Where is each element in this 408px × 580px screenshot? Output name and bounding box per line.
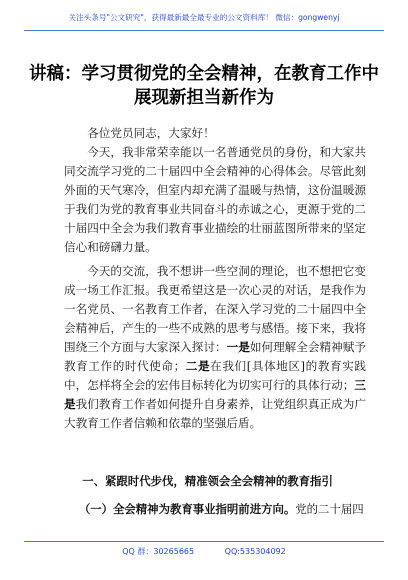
point-3-text: 我们教育工作者如何提升自身素养，让党组织真正成为广大教育工作者信赖和依靠的坚强后盾。 — [64, 397, 366, 430]
point-1-label: 一是 — [226, 340, 250, 354]
paragraph-outline — [64, 262, 366, 433]
subsection-heading-1-1 — [64, 500, 384, 518]
point-2-text: 在我们[具体地区]的教育实践中，怎样将全会的宏伟目标转化为切实可行的具体行动； — [64, 359, 366, 392]
page-header-note: 关注头条号"公文研究"，获得最新最全最专业的公文资料库！ 微信：gongwenyj — [68, 13, 340, 22]
section-heading-1: 一、紧跟时代步伐，精准领会全会精神的教育指引 — [82, 474, 333, 488]
header-divider — [24, 30, 384, 31]
page-footer — [24, 547, 384, 557]
document-body — [64, 124, 366, 433]
footer-qq-number: QQ:535304092 — [224, 547, 286, 556]
subsection-emphasis: 全会精神为教育事业指明前进方向。 — [113, 502, 296, 516]
point-1-text: 如何理解全会精神赋予教育工作的时代使命； — [64, 340, 366, 373]
paragraph-intro: 今天，我非常荣幸能以一名普通党员的身份，和大家共同交流学习党的二十届四中全会精神的心得体会。尽管此刻外面的天气寒冷，但室内却充满了温暖与热情，这份温暖源于我们为党的教育事业共同奋斗的赤诚之心，更源于党的二十届四中全会为我们教育事业描绘的壮丽蓝图所带来的坚定信心和磅礴力量。 — [64, 145, 366, 254]
footer-qq-group: QQ 群：30265665 — [122, 547, 195, 556]
page-title: 讲稿：学习贯彻党的全会精神，在教育工作中展现新担当新作为 — [29, 64, 379, 108]
point-3-label: 三是 — [64, 378, 366, 411]
paragraph-outline-text: 今天的交流，我不想讲一些空洞的理论，也不想把它变成一场工作汇报。我更希望这是一次心灵的对话，是我作为一名党员、一名教育工作者，在深入学习党的二十届四中全会精神后，产生的一些不成熟的思考与感悟。接下来，我将围绕三个方面与大家深入探讨： — [64, 264, 366, 354]
point-2-label: 二是 — [185, 359, 211, 373]
subsection-label: （一） — [78, 502, 113, 516]
subsection-text: 党的二十届四 — [295, 502, 364, 516]
footer-divider — [24, 541, 384, 542]
greeting: 各位党员同志，大家好！ — [87, 126, 215, 140]
